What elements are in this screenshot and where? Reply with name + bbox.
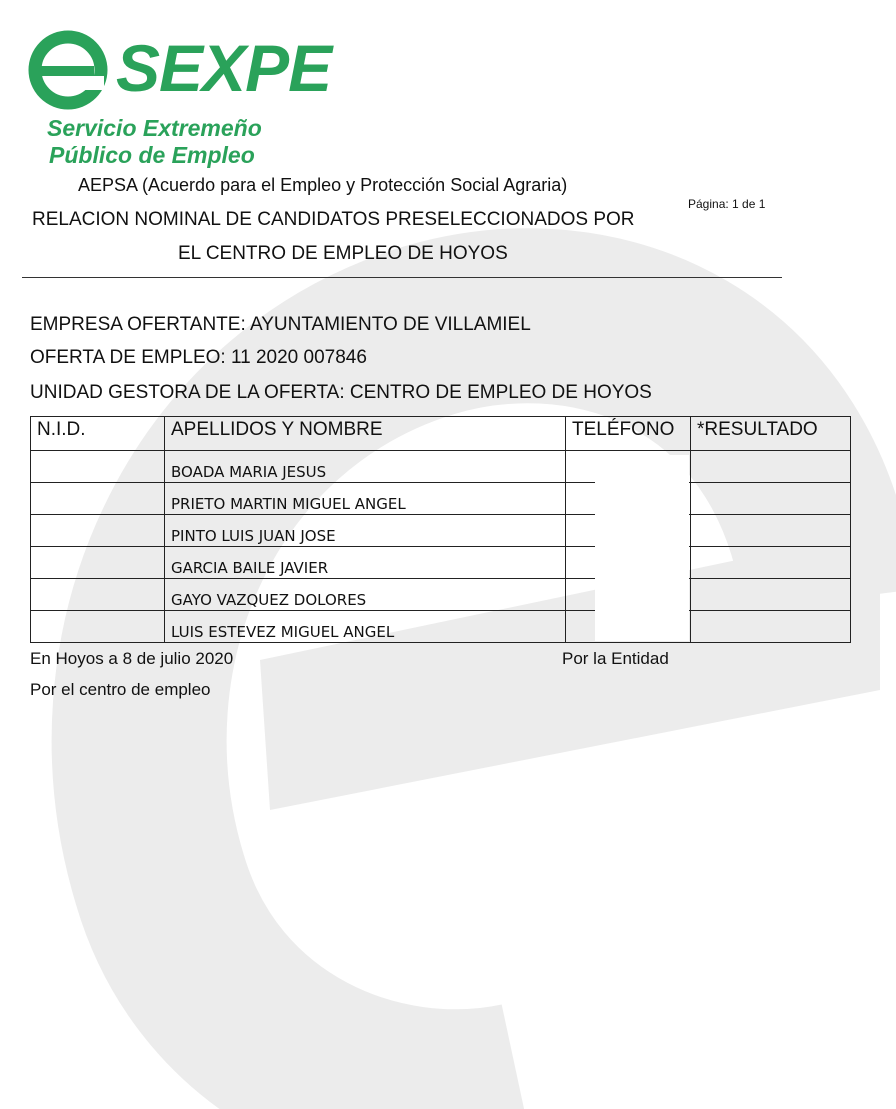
cell-nid: [31, 515, 165, 547]
page-indicator: Página: 1 de 1: [688, 197, 766, 211]
header-divider: [22, 277, 782, 278]
logo-subtitle-line2: Público de Empleo: [49, 142, 255, 168]
cell-name: PINTO LUIS JUAN JOSE: [165, 515, 566, 547]
cell-resultado: [691, 579, 851, 611]
program-name: AEPSA (Acuerdo para el Empleo y Protección Social Agraria): [78, 175, 568, 195]
cell-resultado: [691, 451, 851, 483]
unidad-gestora: UNIDAD GESTORA DE LA OFERTA: CENTRO DE EMPLEO DE HOYOS: [30, 382, 652, 403]
oferta-empleo: OFERTA DE EMPLEO: 11 2020 007846: [30, 347, 367, 368]
empresa-ofertante: EMPRESA OFERTANTE: AYUNTAMIENTO DE VILLAMIEL: [30, 314, 531, 335]
header-nid: N.I.D.: [31, 417, 165, 451]
place-date: En Hoyos a 8 de julio 2020: [30, 649, 234, 668]
candidates-table: [30, 416, 851, 643]
header-nombre: APELLIDOS Y NOMBRE: [165, 417, 566, 451]
logo-subtitle-line1: Servicio Extremeño: [47, 115, 262, 141]
table-row: [31, 611, 851, 643]
cell-resultado: [691, 611, 851, 643]
document-title-line2: EL CENTRO DE EMPLEO DE HOYOS: [178, 243, 508, 264]
cell-name: GAYO VAZQUEZ DOLORES: [165, 579, 566, 611]
cell-name: BOADA MARIA JESUS: [165, 451, 566, 483]
cell-nid: [31, 483, 165, 515]
table-row: [31, 579, 851, 611]
sexpe-logo-e-icon: [28, 30, 108, 110]
signature-entidad-label: Por la Entidad: [562, 649, 669, 668]
cell-resultado: [691, 515, 851, 547]
header-resultado: *RESULTADO: [691, 417, 851, 451]
logo-wordmark: SEXPE: [116, 31, 332, 105]
cell-nid: [31, 579, 165, 611]
cell-resultado: [691, 483, 851, 515]
cell-name: PRIETO MARTIN MIGUEL ANGEL: [165, 483, 566, 515]
table-row: [31, 547, 851, 579]
document-title-line1: RELACION NOMINAL DE CANDIDATOS PRESELECCIONADOS POR: [32, 209, 635, 230]
cell-nid: [31, 611, 165, 643]
table-row: [31, 483, 851, 515]
table-header-row: [31, 417, 851, 451]
phone-redaction: [595, 455, 689, 641]
cell-name: LUIS ESTEVEZ MIGUEL ANGEL: [165, 611, 566, 643]
table-row: [31, 451, 851, 483]
cell-nid: [31, 451, 165, 483]
signature-centro-label: Por el centro de empleo: [30, 680, 211, 699]
cell-nid: [31, 547, 165, 579]
table-row: [31, 515, 851, 547]
header-telefono: TELÉFONO: [566, 417, 691, 451]
cell-name: GARCIA BAILE JAVIER: [165, 547, 566, 579]
cell-resultado: [691, 547, 851, 579]
